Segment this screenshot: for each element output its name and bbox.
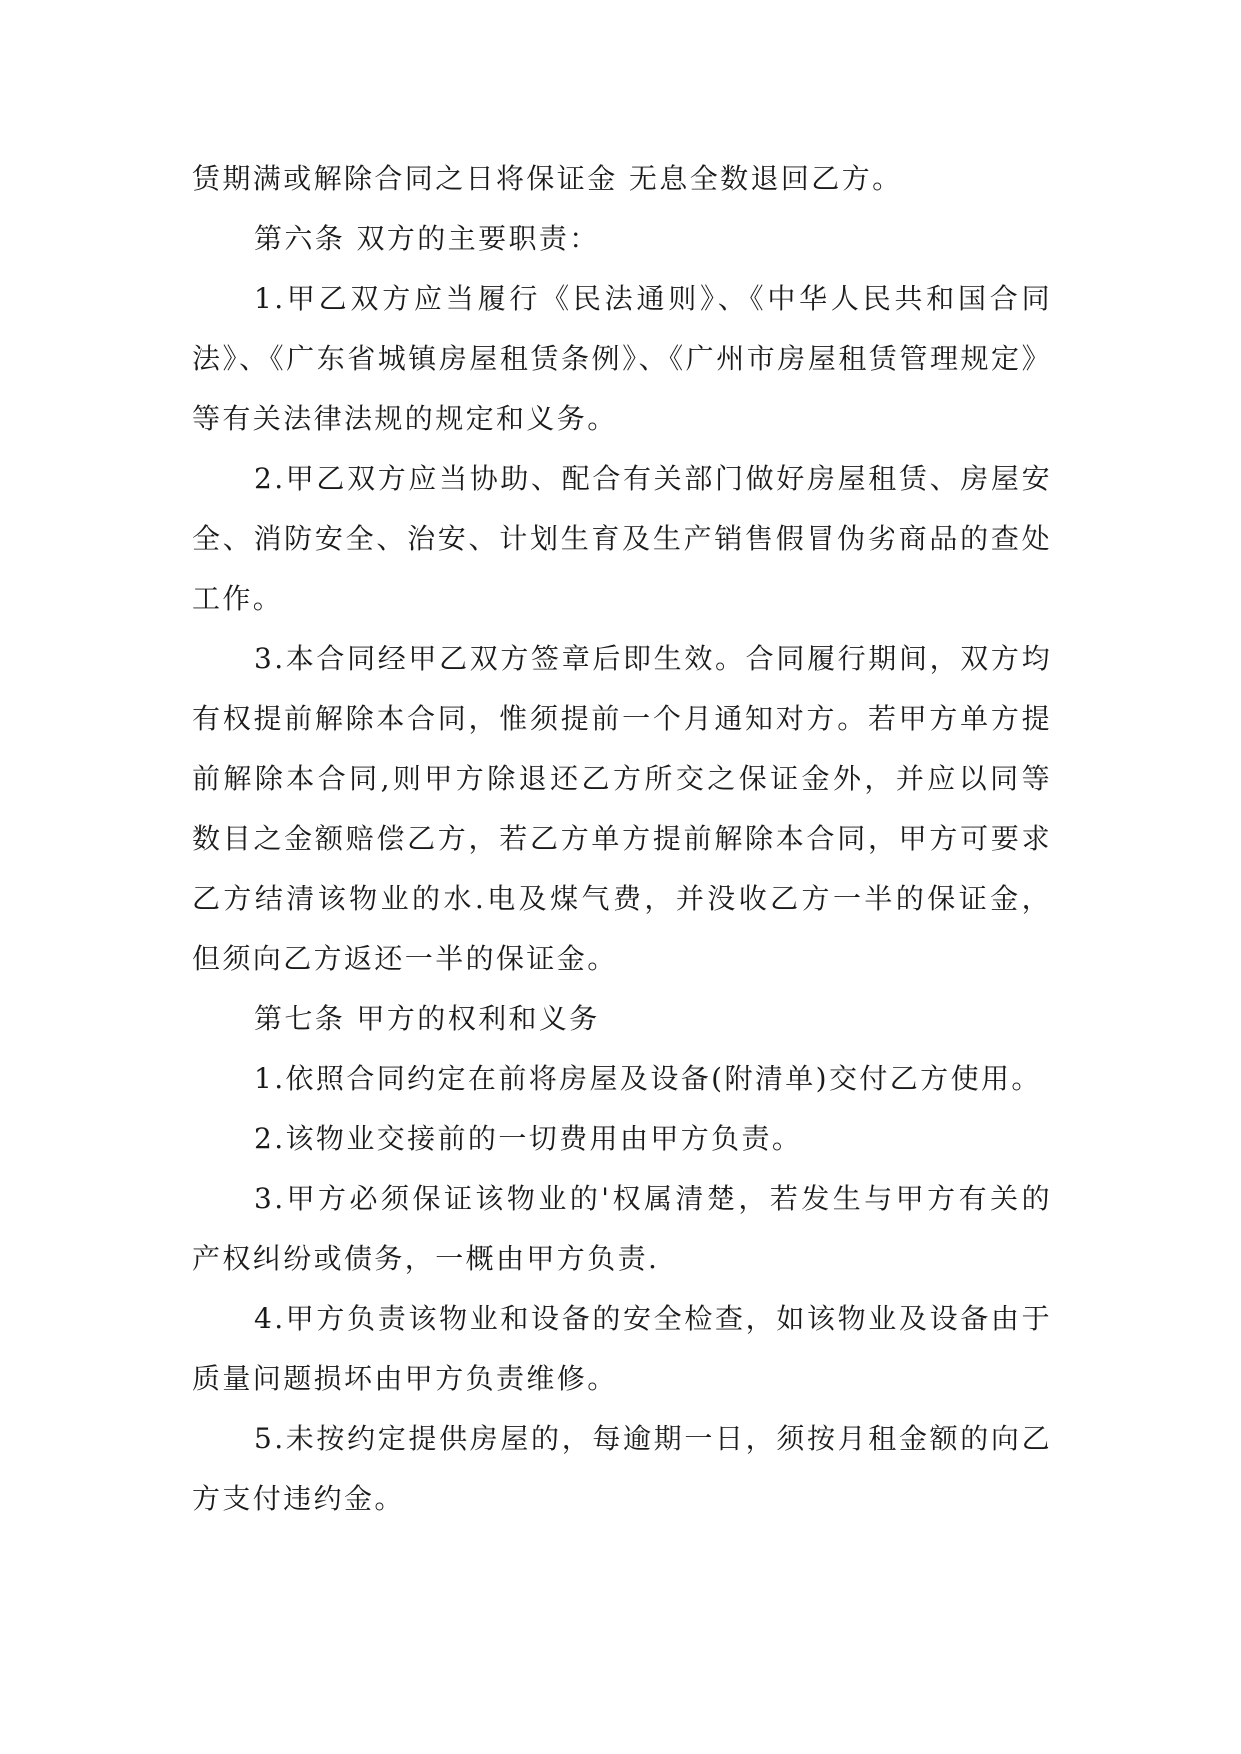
paragraph-article-7-item-1: 1.依照合同约定在前将房屋及设备(附清单)交付乙方使用。 [254, 1062, 1042, 1095]
paragraph-article-6-item-2: 2.甲乙双方应当协助、配合有关部门做好房屋租赁、房屋安全、消防安全、治安、计划生育及生产销售假冒伪劣商品的查处工作。 [192, 462, 1052, 615]
paragraph-lease-deposit-return: 赁期满或解除合同之日将保证金 无息全数退回乙方。 [192, 162, 903, 195]
document-page [192, 149, 1052, 1529]
paragraph-article-7-item-3: 3.甲方必须保证该物业的'权属清楚，若发生与甲方有关的产权纠纷或债务，一概由甲方负责. [192, 1182, 1052, 1275]
heading-article-6: 第六条 双方的主要职责： [254, 222, 600, 255]
paragraph-article-6-item-1: 1.甲乙双方应当履行《民法通则》、《中华人民共和国合同法》、《广东省城镇房屋租赁条例》、《广州市房屋租赁管理规定》等有关法律法规的规定和义务。 [192, 282, 1052, 435]
paragraph-article-7-item-4: 4.甲方负责该物业和设备的安全检查，如该物业及设备由于质量问题损坏由甲方负责维修。 [192, 1302, 1052, 1395]
heading-article-7: 第七条 甲方的权利和义务 [254, 1002, 600, 1035]
paragraph-article-7-item-2: 2.该物业交接前的一切费用由甲方负责。 [254, 1122, 803, 1155]
paragraph-article-6-item-3: 3.本合同经甲乙双方签章后即生效。合同履行期间，双方均有权提前解除本合同，惟须提前一个月通知对方。若甲方单方提前解除本合同,则甲方除退还乙方所交之保证金外，并应以同等数目之金额赔偿乙方，若乙方单方提前解除本合同，甲方可要求乙方结清该物业的水.电及煤气费，并没收乙方一半的保证金，但须向乙方返还一半的保证金。 [192, 642, 1052, 975]
paragraph-article-7-item-5: 5.未按约定提供房屋的，每逾期一日，须按月租金额的向乙方支付违约金。 [192, 1422, 1052, 1515]
